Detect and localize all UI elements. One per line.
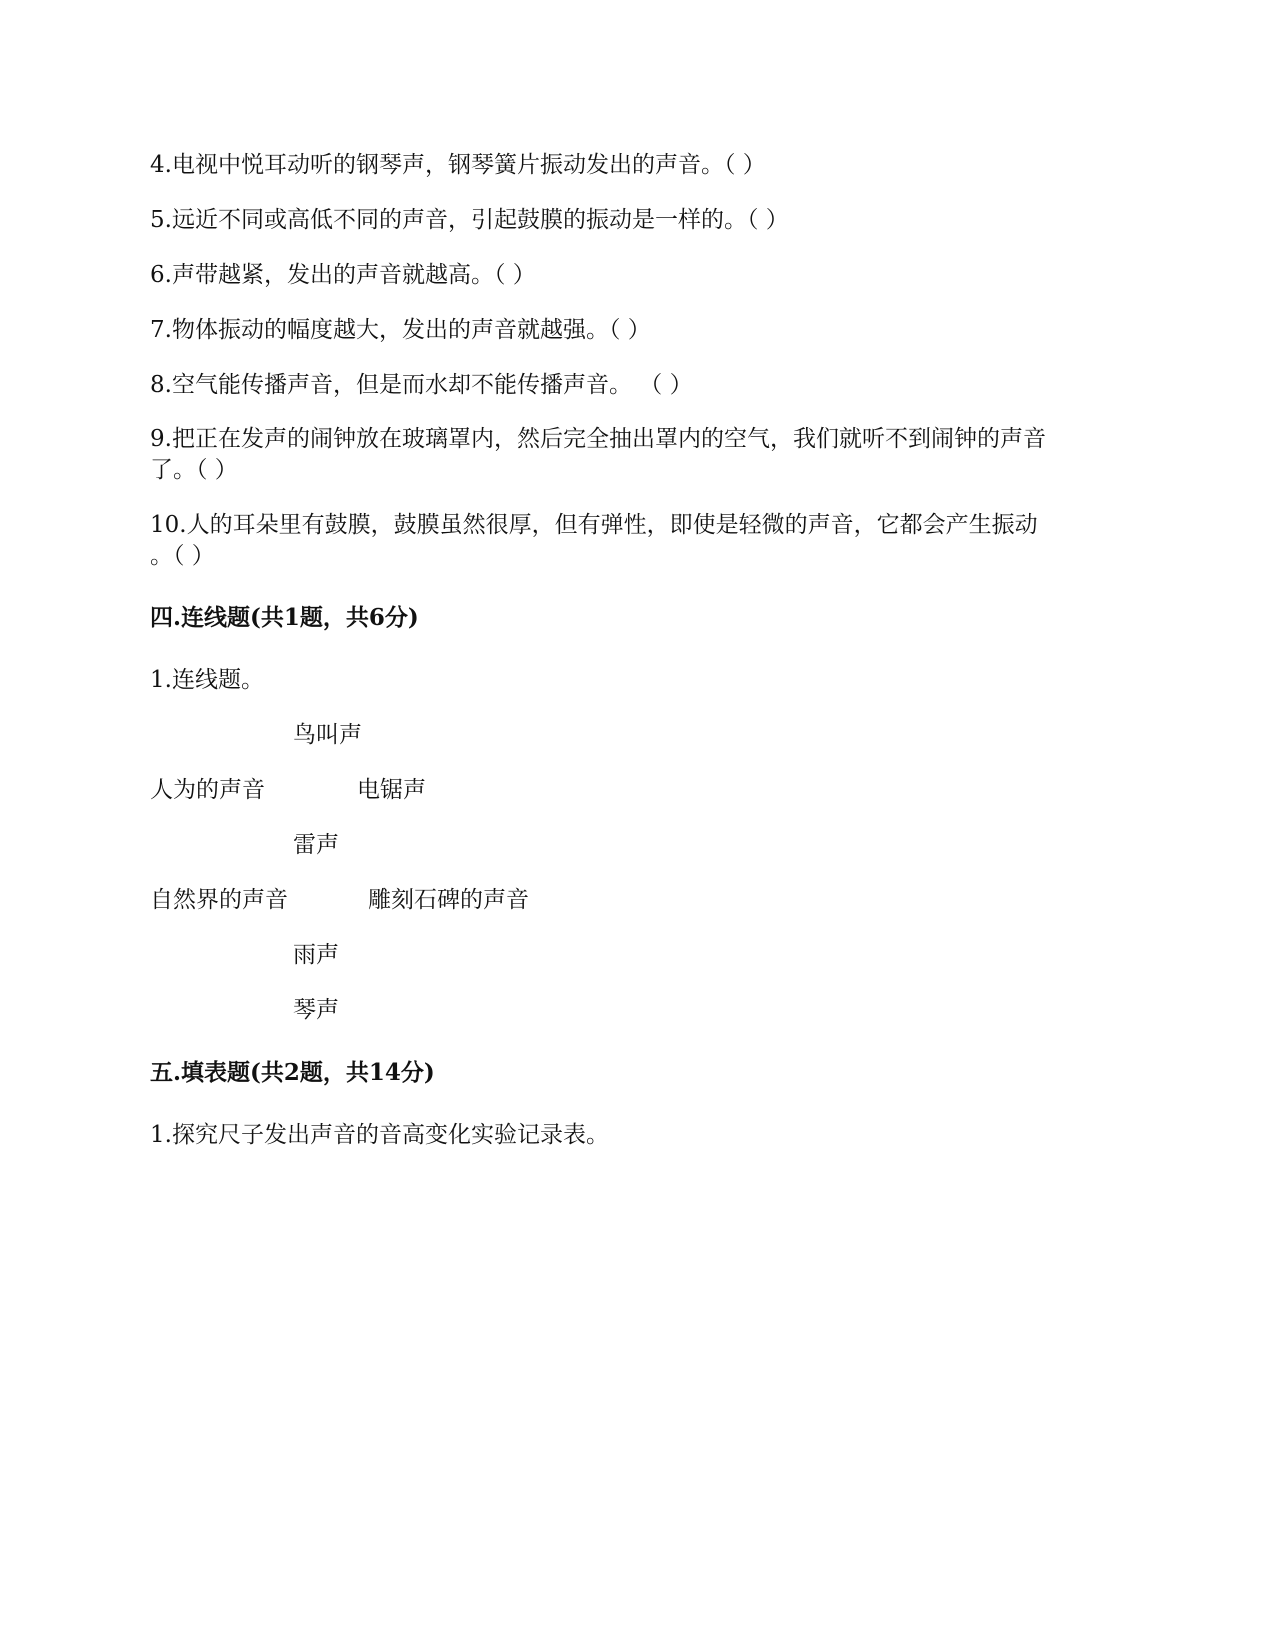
match-right-1: 鸟叫声 [293, 722, 362, 748]
section5-question: 1.探究尺子发出声音的音高变化实验记录表。 [150, 1122, 609, 1148]
question-tf-9-line1: 9.把正在发声的闹钟放在玻璃罩内，然后完全抽出罩内的空气，我们就听不到闹钟的声音 [150, 426, 1046, 452]
question-tf-10-line1: 10.人的耳朵里有鼓膜，鼓膜虽然很厚，但有弹性，即使是轻微的声音，它都会产生振动 [150, 512, 1038, 538]
question-tf-9-line2: 了。（ ） [150, 457, 238, 483]
question-tf-4: 4.电视中悦耳动听的钢琴声，钢琴簧片振动发出的声音。（ ） [150, 152, 766, 178]
section4-question: 1.连线题。 [150, 667, 264, 693]
question-tf-8: 8.空气能传播声音，但是而水却不能传播声音。 （ ） [150, 372, 693, 398]
question-tf-6: 6.声带越紧，发出的声音就越高。（ ） [150, 262, 536, 288]
match-left-1: 人为的声音 [150, 777, 265, 803]
section4-heading: 四.连线题(共1题，共6分) [150, 604, 419, 631]
question-tf-5: 5.远近不同或高低不同的声音，引起鼓膜的振动是一样的。（ ） [150, 207, 789, 233]
match-right-5: 雨声 [293, 942, 339, 968]
match-left-2: 自然界的声音 [150, 887, 288, 913]
question-tf-7: 7.物体振动的幅度越大，发出的声音就越强。（ ） [150, 317, 651, 343]
match-right-2: 电锯声 [357, 777, 426, 803]
match-right-6: 琴声 [293, 997, 339, 1023]
match-right-3: 雷声 [293, 832, 339, 858]
question-tf-10-line2: 。（ ） [150, 543, 215, 569]
match-right-4: 雕刻石碑的声音 [368, 887, 529, 913]
section5-heading: 五.填表题(共2题，共14分) [150, 1059, 435, 1086]
